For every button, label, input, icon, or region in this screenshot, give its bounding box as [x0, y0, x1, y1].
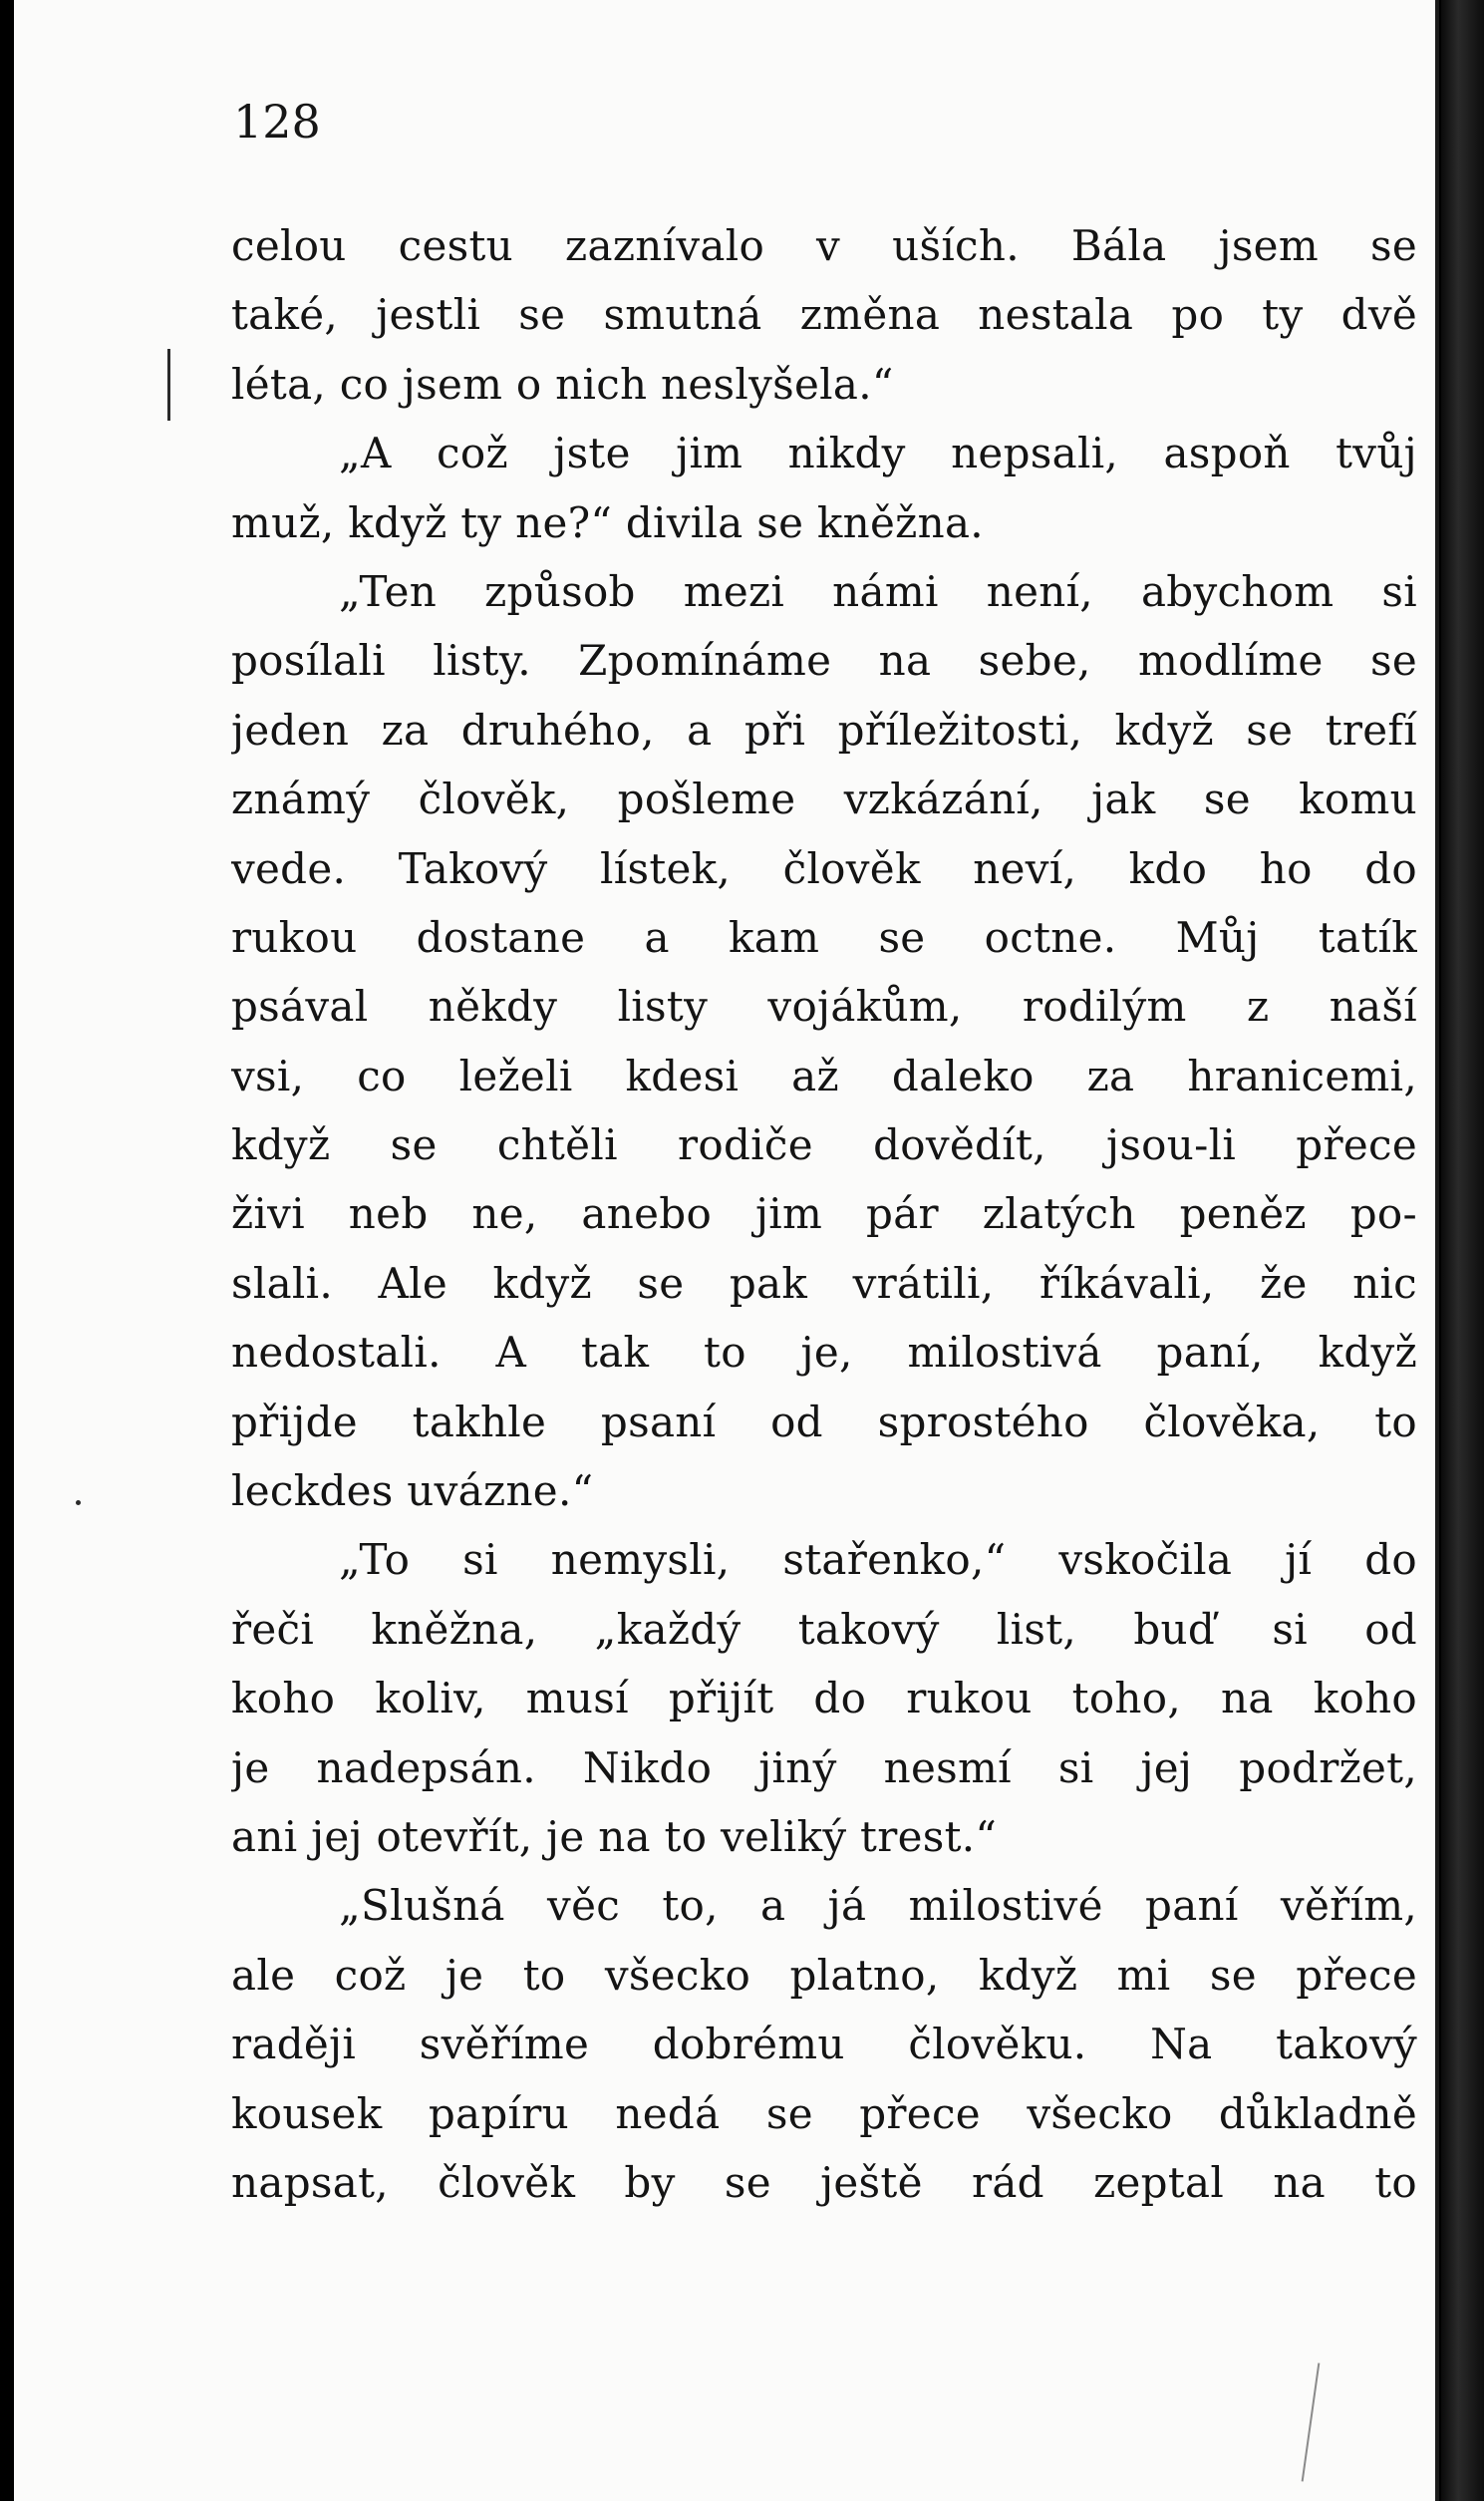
text-line: vsi, co leželi kdesi až daleko za hranicemi, [231, 1051, 1417, 1100]
text-line: je nadepsán. Nikdo jiný nesmí si jej podržet, [231, 1742, 1417, 1792]
text-line: také, jestli se smutná změna nestala po ty dvě [231, 290, 1417, 340]
text-line: živi neb ne, anebo jim pár zlatých peněz po- [231, 1189, 1417, 1239]
margin-dot [76, 1500, 81, 1505]
text-line: ale což je to všecko platno, když mi se přece [231, 1950, 1417, 2000]
text-line: napsat, člověk by se ještě rád zeptal na to [231, 2157, 1417, 2207]
text-line: kousek papíru nedá se přece všecko důkladně [231, 2088, 1417, 2138]
text-line: psával někdy listy vojákům, rodilým z naší [231, 982, 1417, 1032]
text-line: ani jej otevřít, je na to veliký trest.“ [231, 1811, 998, 1861]
text-line: „Ten způsob mezi námi není, abychom si [339, 566, 1417, 616]
text-line: rukou dostane a kam se octne. Můj tatík [231, 912, 1417, 962]
text-line: „Slušná věc to, a já milostivé paní věřím, [339, 1881, 1417, 1931]
text-line: známý člověk, pošleme vzkázání, jak se komu [231, 775, 1417, 824]
text-line: když se chtěli rodiče dovědít, jsou-li přece [231, 1120, 1417, 1170]
text-line: „To si nemysli, stařenko,“ vskočila jí do [339, 1535, 1417, 1585]
text-line: muž, když ty ne?“ divila se kněžna. [231, 497, 984, 547]
text-line: raději svěříme dobrému člověku. Na takový [231, 2020, 1417, 2069]
text-line: „A což jste jim nikdy nepsali, aspoň tvůj [339, 429, 1417, 478]
text-line: nedostali. A tak to je, milostivá paní, když [231, 1328, 1417, 1378]
text-line: přijde takhle psaní od sprostého člověka, to [231, 1397, 1417, 1446]
text-line: slali. Ale když se pak vrátili, říkávali, že nic [231, 1258, 1417, 1308]
text-line: celou cestu zaznívalo v uších. Bála jsem se [231, 221, 1417, 270]
text-line: posílali listy. Zpomínáme na sebe, modlíme se [231, 636, 1417, 686]
body-text [231, 211, 1417, 2217]
text-line: koho koliv, musí přijít do rukou toho, na koho [231, 1674, 1417, 1723]
text-line: léta, co jsem o nich neslyšela.“ [231, 359, 894, 409]
page-edge [1441, 0, 1484, 2501]
page-number: 128 [233, 95, 321, 149]
text-line: jeden za druhého, a při příležitosti, když se trefí [231, 705, 1417, 755]
text-line: řeči kněžna, „každý takový list, buď si od [231, 1604, 1417, 1654]
text-line: leckdes uvázne.“ [231, 1466, 594, 1516]
book-page [14, 0, 1439, 2501]
page-crease [1302, 2362, 1321, 2481]
text-line: vede. Takový lístek, člověk neví, kdo ho do [231, 843, 1417, 893]
margin-mark [167, 349, 170, 421]
